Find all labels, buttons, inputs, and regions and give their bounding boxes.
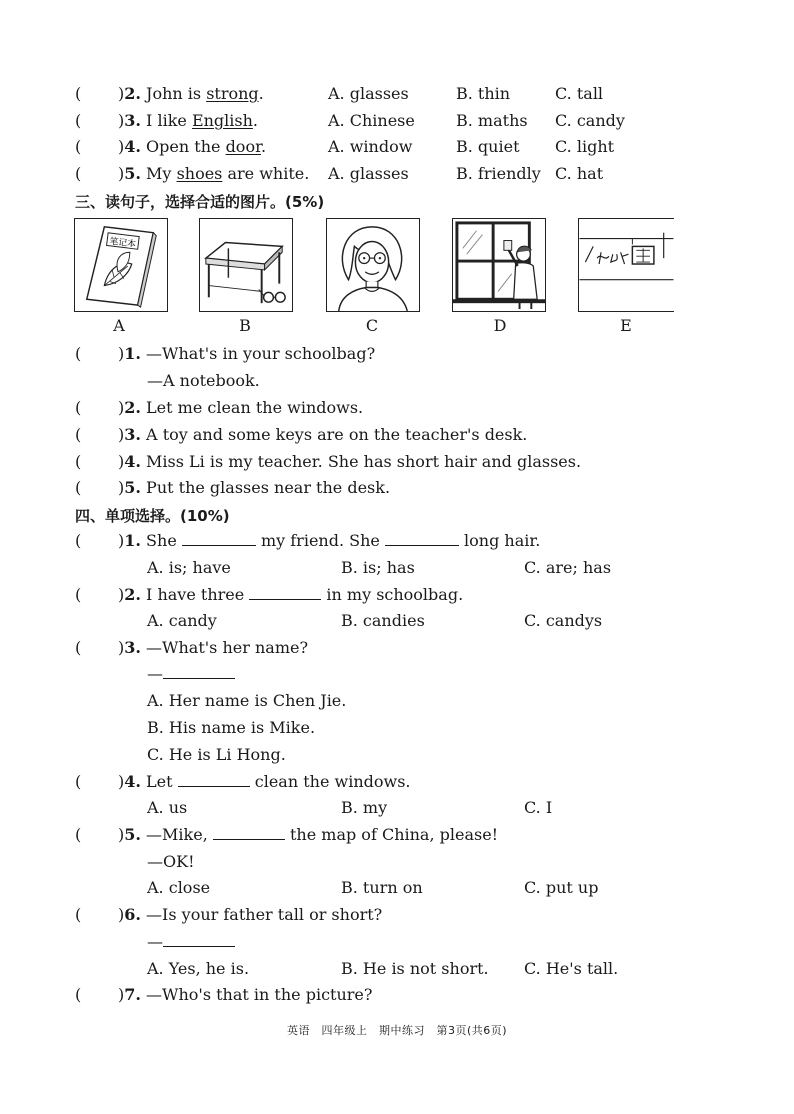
option-c: C. candys (524, 611, 603, 630)
desk-glasses-icon (200, 219, 292, 311)
option-b: B. He is not short. (341, 959, 489, 978)
option-a: A. is; have (147, 558, 231, 577)
question-row: ( )7. —Who's that in the picture? (75, 985, 373, 1004)
option-b: B. friendly (456, 164, 541, 183)
answer-line: — (147, 932, 235, 952)
option-c: C. are; has (524, 558, 612, 577)
section4-heading: 四、单项选择。(10%) (75, 507, 230, 525)
option-c: C. He is Li Hong. (147, 745, 286, 764)
option-b: B. candies (341, 611, 425, 630)
answer-blank[interactable] (163, 932, 235, 947)
option-c: C. He's tall. (524, 959, 619, 978)
option-a: A. Her name is Chen Jie. (147, 691, 347, 710)
question-row: ( )2. I have three in my schoolbag. (75, 585, 464, 604)
question-row: ( )1. She my friend. She long hair. (75, 531, 541, 550)
question-row: ( )4. Miss Li is my teacher. She has short hair and glasses. (75, 452, 582, 471)
answer-blank[interactable] (163, 664, 235, 679)
picture-d (452, 218, 546, 312)
answer-line: —OK! (147, 852, 195, 871)
question-row: ( )3. I like English. A. Chinese B. maths C. candy (75, 111, 625, 130)
picture-label: A (113, 316, 125, 335)
option-b: B. my (341, 798, 388, 817)
option-c: C. hat (555, 164, 604, 183)
picture-e (578, 218, 674, 312)
map-icon (579, 219, 674, 311)
option-b: B. is; has (341, 558, 415, 577)
picture-label: C (365, 316, 379, 335)
picture-label: B (239, 316, 251, 335)
woman-glasses-icon (327, 219, 419, 311)
option-a: A. glasses (328, 164, 409, 183)
question-row: ( )4. Open the door. A. window B. quiet C. light (75, 137, 615, 156)
option-b: B. maths (456, 111, 528, 130)
option-a: A. window (328, 137, 413, 156)
picture-c (326, 218, 420, 312)
question-row: ( )4. Let clean the windows. (75, 772, 411, 791)
question-row: ( )2. Let me clean the windows. (75, 398, 364, 417)
picture-a (74, 218, 168, 312)
option-c: C. put up (524, 878, 599, 897)
option-a: A. us (147, 798, 188, 817)
answer-blank[interactable] (182, 531, 256, 546)
question-row: ( )5. —Mike, the map of China, please! (75, 825, 499, 844)
option-b: B. quiet (456, 137, 520, 156)
question-row: ( )5. Put the glasses near the desk. (75, 478, 391, 497)
option-a: A. Chinese (328, 111, 415, 130)
question-row: ( )3. —What's her name? (75, 638, 309, 657)
clean-window-icon (453, 219, 545, 311)
option-b: B. His name is Mike. (147, 718, 316, 737)
option-c: C. light (555, 137, 615, 156)
section3-heading: 三、读句子，选择合适的图片。(5%) (75, 193, 325, 211)
question-row: ( )2. John is strong. A. glasses B. thin C. tall (75, 84, 604, 103)
picture-b (199, 218, 293, 312)
notebook-title: 笔记本 (108, 236, 137, 250)
option-c: C. tall (555, 84, 604, 103)
option-c: C. I (524, 798, 553, 817)
answer-blank[interactable] (385, 531, 459, 546)
option-b: B. turn on (341, 878, 423, 897)
option-b: B. thin (456, 84, 511, 103)
option-a: A. candy (147, 611, 217, 630)
option-a: A. close (147, 878, 211, 897)
answer-line: —A notebook. (147, 371, 260, 390)
question-row: ( )5. My shoes are white. A. glasses B. friendly C. hat (75, 164, 604, 183)
question-row: ( )6. —Is your father tall or short? (75, 905, 383, 924)
option-a: A. glasses (328, 84, 409, 103)
option-c: C. candy (555, 111, 625, 130)
answer-blank[interactable] (249, 585, 321, 600)
answer-blank[interactable] (213, 825, 285, 840)
option-a: A. Yes, he is. (147, 959, 250, 978)
question-row: ( )1. —What's in your schoolbag? (75, 344, 376, 363)
answer-line: — (147, 664, 235, 684)
picture-label: D (493, 316, 507, 335)
notebook-icon (75, 219, 167, 311)
answer-blank[interactable] (178, 772, 250, 787)
picture-label: E (620, 316, 632, 335)
question-row: ( )3. A toy and some keys are on the teacher's desk. (75, 425, 528, 444)
page-footer: 英语 四年级上 期中练习 第3页(共6页) (286, 1024, 508, 1037)
